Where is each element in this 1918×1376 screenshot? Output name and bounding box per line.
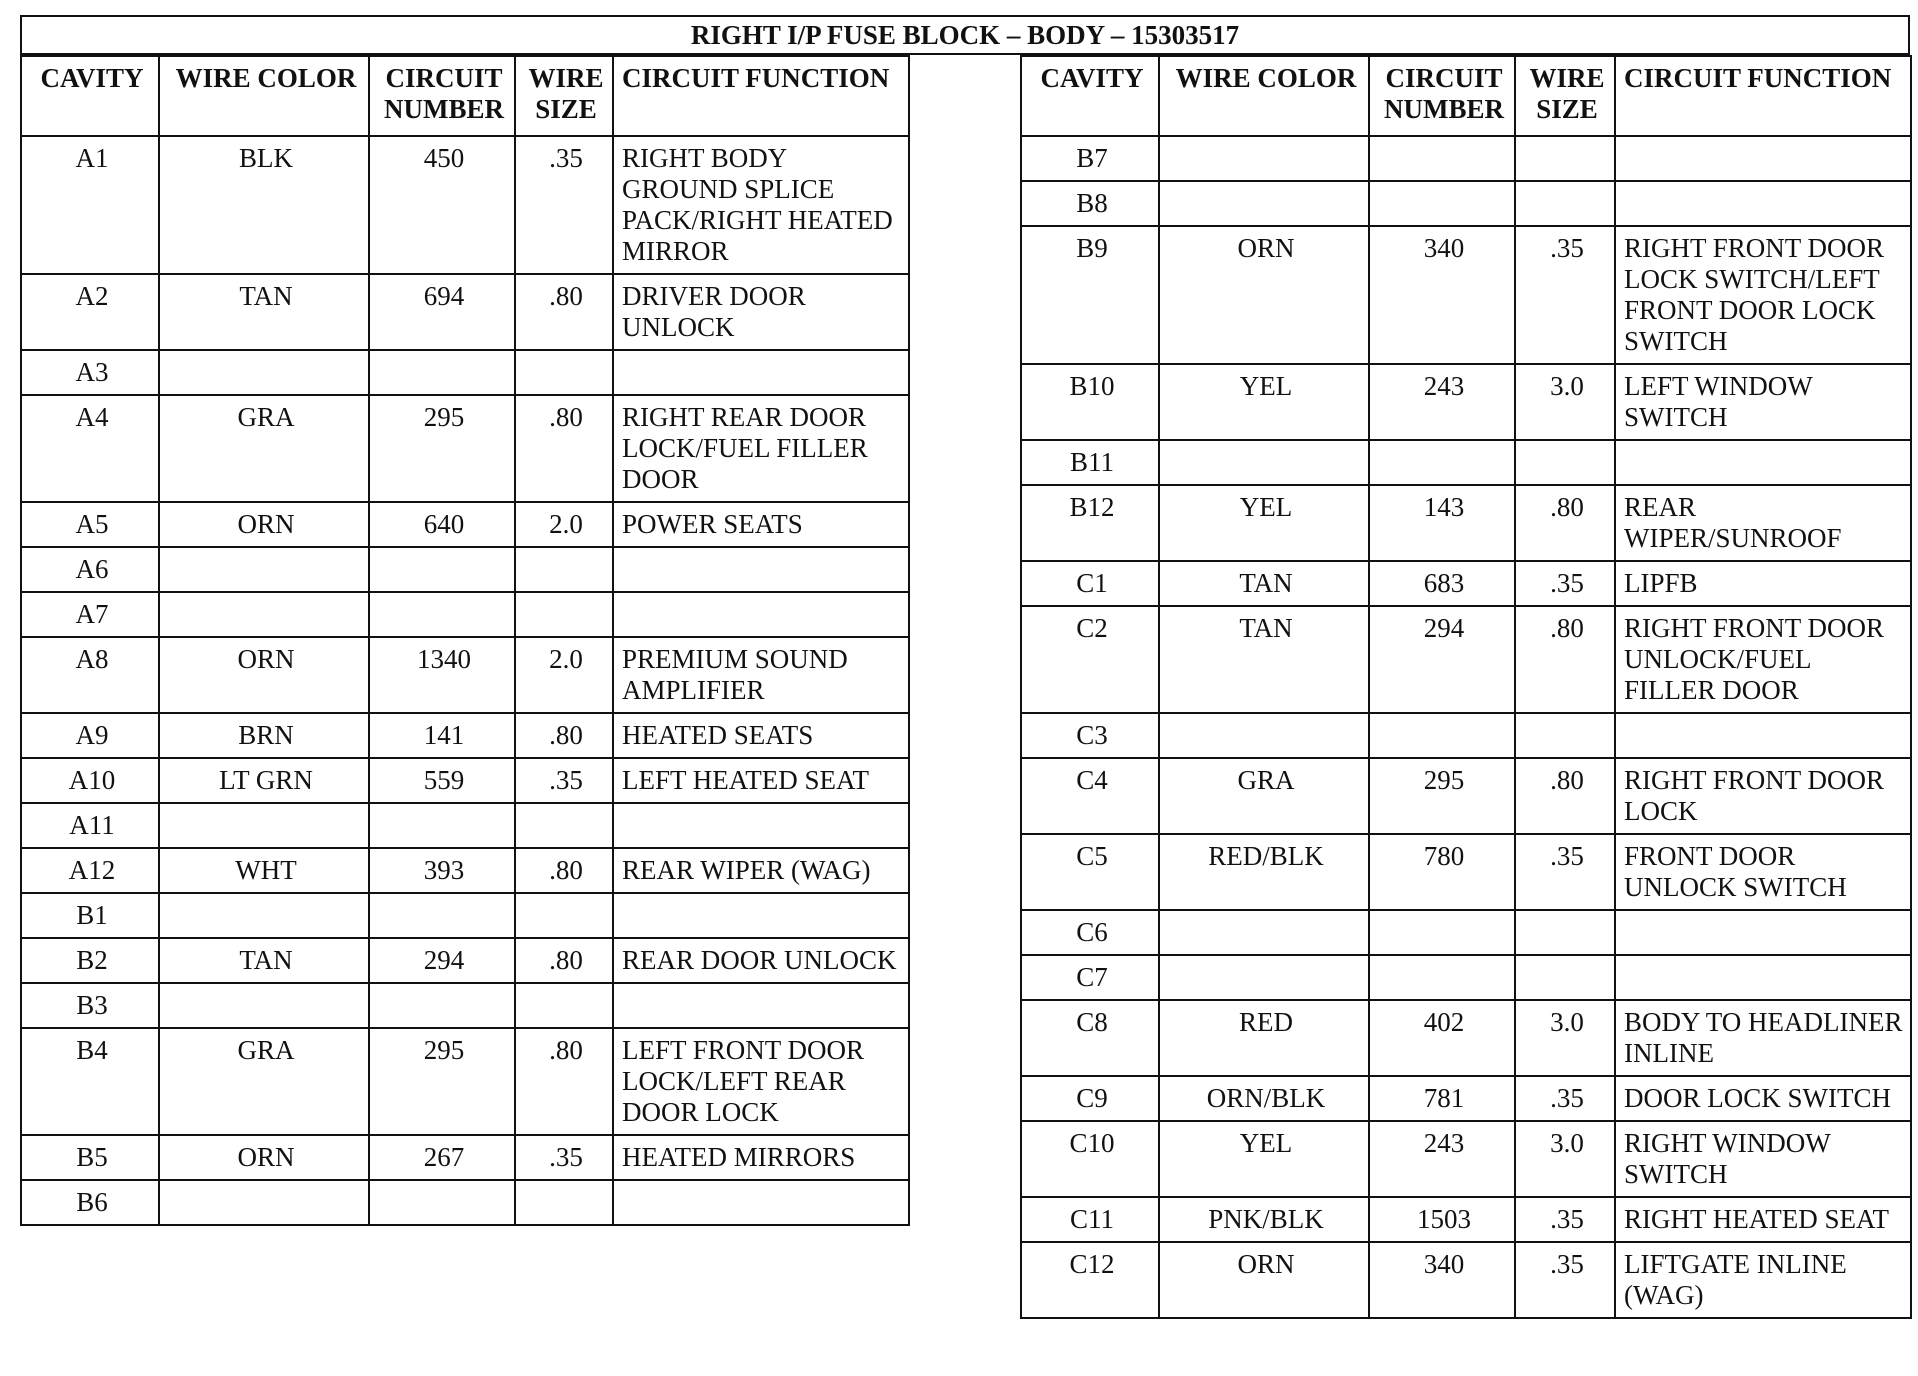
table-row (1021, 181, 1911, 226)
wire-color-cell: YEL (1159, 485, 1369, 561)
cavity-cell: B6 (21, 1180, 159, 1225)
left-fuse-table (20, 55, 910, 1226)
wire-color-cell: ORN/BLK (1159, 1076, 1369, 1121)
cavity-cell: A10 (21, 758, 159, 803)
wire-size-cell: .35 (1515, 834, 1615, 910)
wire-size-cell: 3.0 (1515, 1121, 1615, 1197)
circuit-number-cell: 640 (369, 502, 515, 547)
circuit-number-cell: 295 (369, 1028, 515, 1135)
circuit-number-cell (1369, 181, 1515, 226)
wire-color-cell: ORN (159, 637, 369, 713)
wire-size-cell: .80 (515, 713, 613, 758)
wire-size-cell: .35 (1515, 1076, 1615, 1121)
table-row (1021, 758, 1911, 834)
wire-color-cell (159, 547, 369, 592)
circuit-number-cell (369, 983, 515, 1028)
table-row (21, 938, 909, 983)
circuit-function-cell: RIGHT FRONT DOOR UNLOCK/FUEL FILLER DOOR (1615, 606, 1911, 713)
wire-size-cell: .80 (515, 274, 613, 350)
circuit-number-cell: 141 (369, 713, 515, 758)
table-row (21, 893, 909, 938)
wire-size-cell: .35 (515, 758, 613, 803)
circuit-number-cell: 450 (369, 136, 515, 274)
wire-size-cell (515, 803, 613, 848)
header-row (1021, 56, 1911, 136)
circuit-function-cell: LEFT WINDOW SWITCH (1615, 364, 1911, 440)
cavity-cell: A3 (21, 350, 159, 395)
wire-size-cell: .80 (1515, 485, 1615, 561)
wire-color-cell: TAN (159, 938, 369, 983)
wire-size-cell: .35 (1515, 226, 1615, 364)
wire-size-cell: 2.0 (515, 637, 613, 713)
wire-size-cell: .35 (515, 1135, 613, 1180)
table-row (21, 502, 909, 547)
circuit-function-cell: LIPFB (1615, 561, 1911, 606)
wire-color-cell (159, 803, 369, 848)
wire-color-cell (1159, 136, 1369, 181)
cavity-cell: C8 (1021, 1000, 1159, 1076)
right-table-body (1021, 136, 1911, 1318)
circuit-function-cell: DOOR LOCK SWITCH (1615, 1076, 1911, 1121)
cavity-cell: C10 (1021, 1121, 1159, 1197)
wire-color-cell: YEL (1159, 1121, 1369, 1197)
wire-size-cell (515, 592, 613, 637)
table-row (21, 592, 909, 637)
table-row (1021, 226, 1911, 364)
header-wire-color: WIRE COLOR (159, 56, 369, 136)
wire-size-cell (1515, 181, 1615, 226)
table-row (21, 848, 909, 893)
circuit-function-cell: LEFT FRONT DOOR LOCK/LEFT REAR DOOR LOCK (613, 1028, 909, 1135)
table-row (1021, 834, 1911, 910)
table-row (1021, 1121, 1911, 1197)
table-row (1021, 1242, 1911, 1318)
wire-color-cell (159, 893, 369, 938)
circuit-function-cell (1615, 713, 1911, 758)
table-row (1021, 136, 1911, 181)
circuit-number-cell: 294 (1369, 606, 1515, 713)
wire-color-cell: BRN (159, 713, 369, 758)
wire-size-cell: .80 (515, 1028, 613, 1135)
wire-size-cell (1515, 440, 1615, 485)
header-wire-size: WIRE SIZE (1515, 56, 1615, 136)
wire-color-cell (1159, 440, 1369, 485)
circuit-number-cell: 781 (1369, 1076, 1515, 1121)
header-wire-size: WIRE SIZE (515, 56, 613, 136)
wire-color-cell (159, 350, 369, 395)
wire-size-cell: .35 (1515, 561, 1615, 606)
wire-color-cell: ORN (1159, 226, 1369, 364)
table-row (1021, 561, 1911, 606)
table-row (21, 395, 909, 502)
circuit-function-cell: REAR WIPER (WAG) (613, 848, 909, 893)
table-row (21, 637, 909, 713)
header-wire-color: WIRE COLOR (1159, 56, 1369, 136)
circuit-function-cell (1615, 181, 1911, 226)
wire-color-cell (1159, 181, 1369, 226)
circuit-number-cell (1369, 713, 1515, 758)
wire-color-cell: TAN (1159, 561, 1369, 606)
circuit-number-cell: 267 (369, 1135, 515, 1180)
circuit-function-cell (1615, 910, 1911, 955)
wire-size-cell: .35 (1515, 1242, 1615, 1318)
wire-color-cell: TAN (159, 274, 369, 350)
table-row (21, 713, 909, 758)
wire-size-cell (515, 1180, 613, 1225)
cavity-cell: C5 (1021, 834, 1159, 910)
wire-size-cell: .80 (515, 848, 613, 893)
header-row (21, 56, 909, 136)
circuit-number-cell: 1340 (369, 637, 515, 713)
wire-size-cell (1515, 713, 1615, 758)
wire-size-cell (515, 350, 613, 395)
circuit-function-cell: BODY TO HEADLINER INLINE (1615, 1000, 1911, 1076)
circuit-function-cell (1615, 955, 1911, 1000)
circuit-number-cell: 295 (369, 395, 515, 502)
wire-color-cell: LT GRN (159, 758, 369, 803)
circuit-function-cell: LEFT HEATED SEAT (613, 758, 909, 803)
circuit-function-cell (613, 350, 909, 395)
circuit-function-cell: RIGHT FRONT DOOR LOCK SWITCH/LEFT FRONT DOOR LOCK SWITCH (1615, 226, 1911, 364)
circuit-number-cell: 402 (1369, 1000, 1515, 1076)
circuit-function-cell: RIGHT BODY GROUND SPLICE PACK/RIGHT HEATED MIRROR (613, 136, 909, 274)
cavity-cell: C11 (1021, 1197, 1159, 1242)
wire-color-cell: GRA (159, 1028, 369, 1135)
cavity-cell: B3 (21, 983, 159, 1028)
cavity-cell: C7 (1021, 955, 1159, 1000)
table-row (1021, 1000, 1911, 1076)
cavity-cell: A9 (21, 713, 159, 758)
table-row (21, 547, 909, 592)
cavity-cell: A11 (21, 803, 159, 848)
circuit-function-cell: RIGHT REAR DOOR LOCK/FUEL FILLER DOOR (613, 395, 909, 502)
wire-color-cell: WHT (159, 848, 369, 893)
wire-size-cell (1515, 910, 1615, 955)
table-row (21, 1028, 909, 1135)
wire-color-cell (1159, 910, 1369, 955)
wire-size-cell: .80 (515, 938, 613, 983)
circuit-number-cell (369, 803, 515, 848)
wire-size-cell: 2.0 (515, 502, 613, 547)
wire-color-cell (159, 1180, 369, 1225)
circuit-number-cell: 340 (1369, 226, 1515, 364)
circuit-function-cell (613, 592, 909, 637)
wire-color-cell: BLK (159, 136, 369, 274)
table-row (21, 1180, 909, 1225)
wire-color-cell: RED/BLK (1159, 834, 1369, 910)
cavity-cell: B1 (21, 893, 159, 938)
table-row (1021, 910, 1911, 955)
table-row (21, 350, 909, 395)
cavity-cell: A1 (21, 136, 159, 274)
header-cavity: CAVITY (21, 56, 159, 136)
wire-color-cell (1159, 713, 1369, 758)
cavity-cell: A2 (21, 274, 159, 350)
table-row (1021, 1076, 1911, 1121)
cavity-cell: C2 (1021, 606, 1159, 713)
circuit-number-cell (1369, 440, 1515, 485)
circuit-number-cell (369, 592, 515, 637)
cavity-cell: A4 (21, 395, 159, 502)
circuit-number-cell: 243 (1369, 364, 1515, 440)
circuit-function-cell: PREMIUM SOUND AMPLIFIER (613, 637, 909, 713)
right-fuse-table (1020, 55, 1912, 1319)
table-row (21, 274, 909, 350)
circuit-function-cell (1615, 136, 1911, 181)
table-row (21, 803, 909, 848)
cavity-cell: B2 (21, 938, 159, 983)
circuit-number-cell: 559 (369, 758, 515, 803)
cavity-cell: B4 (21, 1028, 159, 1135)
circuit-function-cell (613, 893, 909, 938)
circuit-number-cell (1369, 910, 1515, 955)
circuit-function-cell (613, 1180, 909, 1225)
wire-size-cell: .35 (515, 136, 613, 274)
circuit-number-cell: 780 (1369, 834, 1515, 910)
table-row (21, 758, 909, 803)
wire-color-cell: GRA (1159, 758, 1369, 834)
wire-color-cell: ORN (159, 1135, 369, 1180)
header-circuit-function: CIRCUIT FUNCTION (613, 56, 909, 136)
circuit-number-cell (369, 350, 515, 395)
cavity-cell: C1 (1021, 561, 1159, 606)
wire-size-cell (515, 893, 613, 938)
cavity-cell: C4 (1021, 758, 1159, 834)
header-circuit-number: CIRCUIT NUMBER (369, 56, 515, 136)
circuit-function-cell: REAR WIPER/SUNROOF (1615, 485, 1911, 561)
header-circuit-number: CIRCUIT NUMBER (1369, 56, 1515, 136)
circuit-number-cell (369, 547, 515, 592)
cavity-cell: B7 (1021, 136, 1159, 181)
header-cavity: CAVITY (1021, 56, 1159, 136)
header-circuit-function: CIRCUIT FUNCTION (1615, 56, 1911, 136)
wire-color-cell: GRA (159, 395, 369, 502)
circuit-number-cell (369, 1180, 515, 1225)
cavity-cell: A5 (21, 502, 159, 547)
cavity-cell: B5 (21, 1135, 159, 1180)
wire-color-cell: TAN (1159, 606, 1369, 713)
circuit-number-cell: 694 (369, 274, 515, 350)
wire-size-cell: .80 (1515, 606, 1615, 713)
left-table-body (21, 136, 909, 1225)
circuit-number-cell: 1503 (1369, 1197, 1515, 1242)
wire-color-cell: ORN (1159, 1242, 1369, 1318)
table-row (1021, 485, 1911, 561)
wire-color-cell: YEL (1159, 364, 1369, 440)
circuit-number-cell (1369, 136, 1515, 181)
circuit-number-cell: 295 (1369, 758, 1515, 834)
circuit-function-cell: LIFTGATE INLINE (WAG) (1615, 1242, 1911, 1318)
circuit-function-cell (613, 983, 909, 1028)
wire-size-cell (1515, 136, 1615, 181)
circuit-number-cell: 243 (1369, 1121, 1515, 1197)
wire-size-cell (515, 547, 613, 592)
table-row (21, 1135, 909, 1180)
wire-color-cell (159, 983, 369, 1028)
table-row (1021, 713, 1911, 758)
circuit-number-cell: 294 (369, 938, 515, 983)
circuit-function-cell: POWER SEATS (613, 502, 909, 547)
wire-size-cell (1515, 955, 1615, 1000)
wire-size-cell: .35 (1515, 1197, 1615, 1242)
circuit-number-cell (369, 893, 515, 938)
circuit-function-cell: FRONT DOOR UNLOCK SWITCH (1615, 834, 1911, 910)
circuit-function-cell: RIGHT WINDOW SWITCH (1615, 1121, 1911, 1197)
circuit-function-cell: DRIVER DOOR UNLOCK (613, 274, 909, 350)
wire-color-cell (1159, 955, 1369, 1000)
circuit-function-cell: HEATED SEATS (613, 713, 909, 758)
table-row (21, 136, 909, 274)
wire-color-cell: RED (1159, 1000, 1369, 1076)
table-title: RIGHT I/P FUSE BLOCK – BODY – 15303517 (20, 15, 1910, 55)
wire-size-cell: .80 (1515, 758, 1615, 834)
cavity-cell: C3 (1021, 713, 1159, 758)
circuit-function-cell: RIGHT HEATED SEAT (1615, 1197, 1911, 1242)
circuit-number-cell: 143 (1369, 485, 1515, 561)
table-row (1021, 955, 1911, 1000)
cavity-cell: A7 (21, 592, 159, 637)
wire-size-cell: 3.0 (1515, 364, 1615, 440)
wire-size-cell (515, 983, 613, 1028)
cavity-cell: B8 (1021, 181, 1159, 226)
cavity-cell: C12 (1021, 1242, 1159, 1318)
cavity-cell: A6 (21, 547, 159, 592)
circuit-number-cell: 340 (1369, 1242, 1515, 1318)
cavity-cell: A12 (21, 848, 159, 893)
cavity-cell: B12 (1021, 485, 1159, 561)
circuit-number-cell: 393 (369, 848, 515, 893)
wire-color-cell: PNK/BLK (1159, 1197, 1369, 1242)
table-row (21, 983, 909, 1028)
cavity-cell: B10 (1021, 364, 1159, 440)
wire-color-cell: ORN (159, 502, 369, 547)
wire-size-cell: .80 (515, 395, 613, 502)
cavity-cell: C9 (1021, 1076, 1159, 1121)
circuit-function-cell (613, 803, 909, 848)
circuit-function-cell (613, 547, 909, 592)
circuit-number-cell (1369, 955, 1515, 1000)
table-row (1021, 1197, 1911, 1242)
table-row (1021, 606, 1911, 713)
circuit-function-cell: RIGHT FRONT DOOR LOCK (1615, 758, 1911, 834)
cavity-cell: B11 (1021, 440, 1159, 485)
cavity-cell: B9 (1021, 226, 1159, 364)
circuit-function-cell: HEATED MIRRORS (613, 1135, 909, 1180)
circuit-function-cell: REAR DOOR UNLOCK (613, 938, 909, 983)
circuit-number-cell: 683 (1369, 561, 1515, 606)
cavity-cell: C6 (1021, 910, 1159, 955)
circuit-function-cell (1615, 440, 1911, 485)
wire-color-cell (159, 592, 369, 637)
wire-size-cell: 3.0 (1515, 1000, 1615, 1076)
cavity-cell: A8 (21, 637, 159, 713)
table-row (1021, 364, 1911, 440)
table-row (1021, 440, 1911, 485)
